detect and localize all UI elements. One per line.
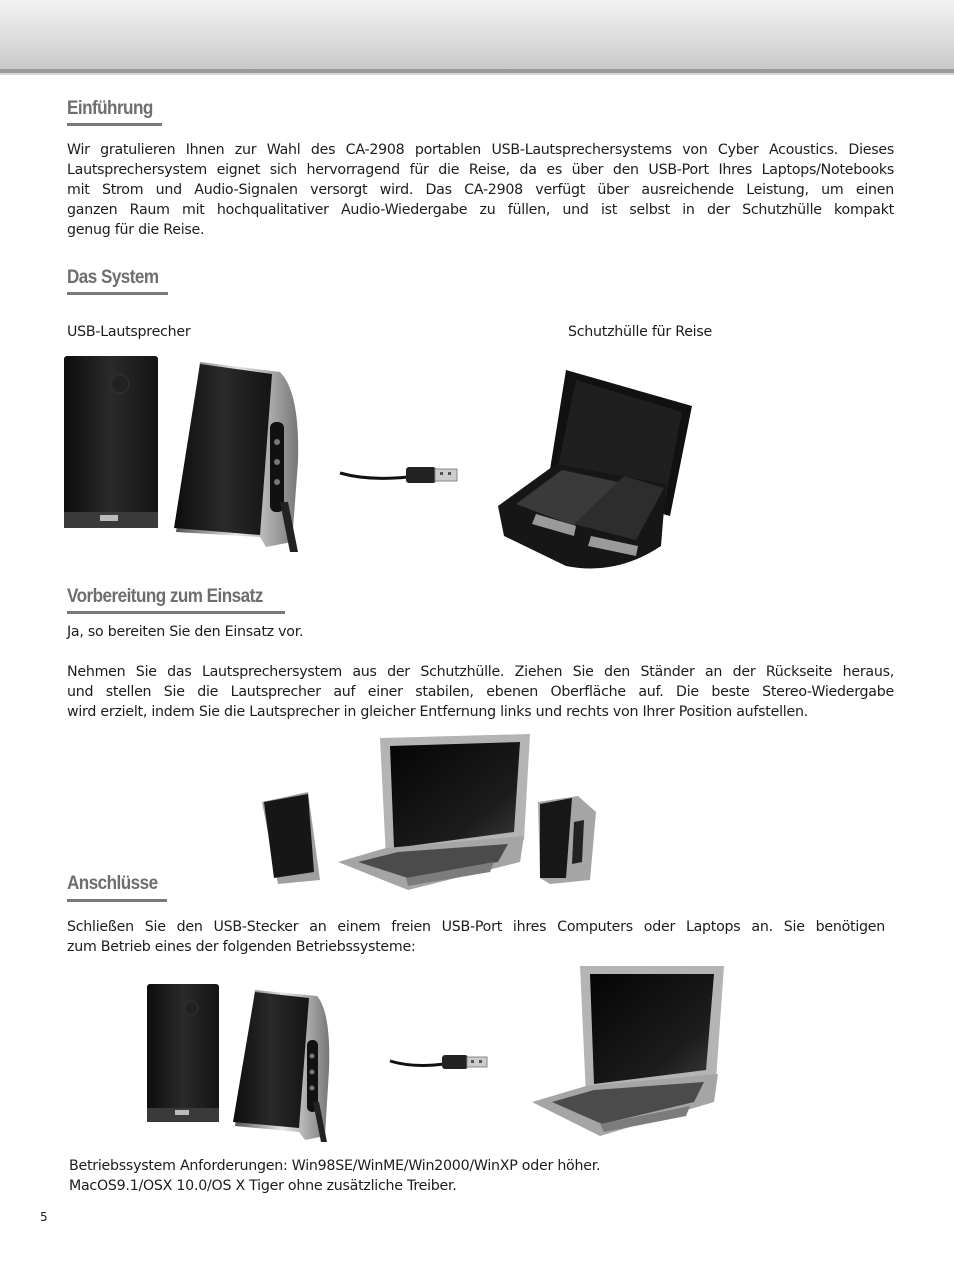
page-number: 5 <box>40 1210 48 1224</box>
prep-line: wird erzielt, indem Sie die Lautsprecher in gleicher Entfernung links und rechts von Ihrer Position aufstellen. <box>67 704 808 720</box>
requirements-line: MacOS9.1/OSX 10.0/OS X Tiger ohne zusätzliche Treiber. <box>69 1178 457 1194</box>
prep-heading: Vorbereitung zum Einsatz <box>67 586 263 607</box>
intro-line: Lautsprechersystem eignet sich hervorragend für die Reise, da es über den USB-Port Ihres Laptops/Notebooks <box>67 162 894 178</box>
system-heading: Das System <box>67 267 159 288</box>
laptop-with-speakers-image <box>258 732 603 892</box>
prep-heading-rule <box>67 611 285 614</box>
usb-cable-image-2 <box>388 1046 493 1076</box>
speakers-label: USB-Lautsprecher <box>67 324 191 340</box>
requirements-line: Betriebssystem Anforderungen: Win98SE/WinME/Win2000/WinXP oder höher. <box>69 1158 601 1174</box>
connections-heading: Anschlüsse <box>67 873 158 894</box>
connections-paragraph <box>67 917 894 957</box>
prep-line: Nehmen Sie das Lautsprechersystem aus der Schutzhülle. Ziehen Sie den Ständer an der Rückseite heraus, <box>67 664 894 680</box>
intro-heading-rule <box>67 123 162 126</box>
case-label: Schutzhülle für Reise <box>568 324 712 340</box>
prep-line: und stellen Sie die Lautsprecher auf einer stabilen, ebenen Oberfläche auf. Die beste Stereo-Wiedergabe <box>67 684 894 700</box>
intro-heading: Einführung <box>67 98 153 119</box>
usb-cable-image <box>338 455 463 490</box>
connections-heading-rule <box>67 899 167 902</box>
intro-line: mit Strom und Audio-Signalen versorgt wird. Das CA-2908 verfügt über ausreichende Leistung, um einen <box>67 182 894 198</box>
usb-speakers-image-2 <box>145 980 335 1148</box>
usb-speakers-image <box>60 352 310 567</box>
intro-paragraph <box>67 140 894 240</box>
travel-case-image <box>496 366 696 576</box>
header-divider-shadow <box>0 73 954 75</box>
connections-line: zum Betrieb eines der folgenden Betriebssysteme: <box>67 939 416 955</box>
system-heading-rule <box>67 292 168 295</box>
prep-paragraph <box>67 662 894 722</box>
header-band <box>0 0 954 74</box>
connections-line: Schließen Sie den USB-Stecker an einem freien USB-Port ihres Computers oder Laptops an. Sie benötigen <box>67 919 885 935</box>
intro-line: Wir gratulieren Ihnen zur Wahl des CA-2908 portablen USB-Lautsprechersystems von Cyber Acoustics. Dieses <box>67 142 894 158</box>
laptop-image <box>528 962 728 1142</box>
prep-intro: Ja, so bereiten Sie den Einsatz vor. <box>67 624 304 640</box>
intro-line: genug für die Reise. <box>67 222 205 238</box>
intro-line: ganzen Raum mit hochqualitativer Audio-Wiedergabe zu füllen, und ist selbst in der Schutzhülle kompakt <box>67 202 894 218</box>
